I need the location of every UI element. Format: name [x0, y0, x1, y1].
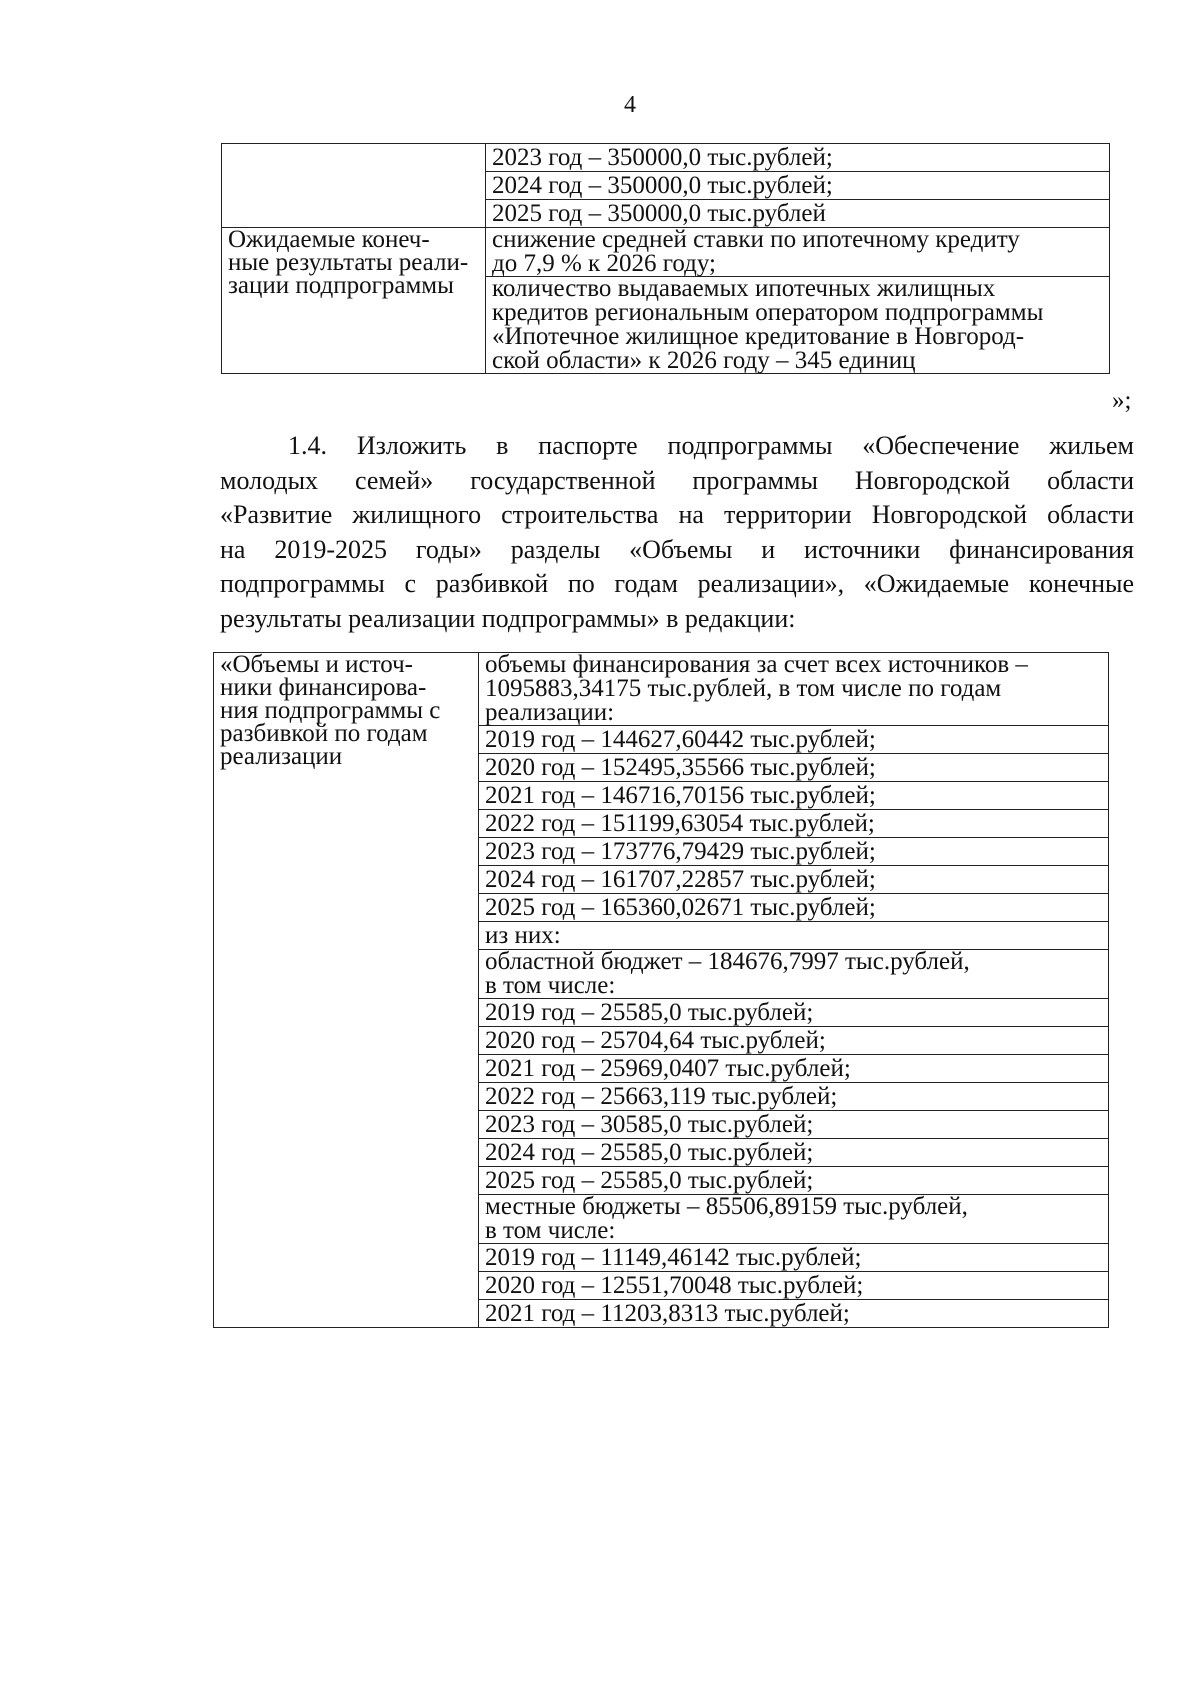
- year-line: 2022 год – 151199,63054 тыс.рублей;: [479, 810, 1109, 838]
- funding-label-cell: [214, 653, 479, 1328]
- amendment-paragraph: [220, 429, 1134, 636]
- paragraph-line: «Развитие жилищного строительства на территории Новгородской области: [220, 500, 1134, 529]
- year-line: 2020 год – 25704,64 тыс.рублей;: [479, 1027, 1109, 1055]
- result-item: [486, 277, 1110, 374]
- year-line: 2023 год – 30585,0 тыс.рублей;: [479, 1111, 1109, 1139]
- page-number: 4: [624, 92, 636, 118]
- paragraph-line: подпрограммы с разбивкой по годам реализации», «Ожидаемые конечные: [220, 569, 1134, 598]
- year-line: 2022 год – 25663,119 тыс.рублей;: [479, 1083, 1109, 1111]
- text-line: до 7,9 % к 2026 году;: [492, 250, 716, 277]
- paragraph-line: на 2019-2025 годы» разделы «Объемы и источники финансирования: [220, 534, 1134, 564]
- label-line: ные результаты реали-: [228, 249, 469, 276]
- table-row: [222, 228, 1110, 277]
- text-line: областной бюджет – 184676,7997 тыс.рублей,: [485, 948, 970, 975]
- subprogram-table-2: [213, 652, 1109, 1328]
- local-budget-cell: [479, 1195, 1109, 1244]
- year-line: 2024 год – 350000,0 тыс.рублей;: [486, 172, 1110, 200]
- year-line: 2023 год – 350000,0 тыс.рублей;: [486, 144, 1110, 172]
- paragraph-line: результаты реализации подпрограммы» в редакции:: [220, 603, 796, 633]
- label-line: зации подпрограммы: [228, 272, 454, 299]
- label-line: реализации: [220, 743, 343, 770]
- year-line: 2021 год – 11203,8313 тыс.рублей;: [479, 1300, 1109, 1328]
- text-line: «Ипотечное жилищное кредитование в Новгород-: [492, 323, 1025, 350]
- label-line: ники финансирова-: [220, 674, 427, 701]
- table-row: [222, 144, 1110, 172]
- empty-label-cell: [222, 144, 486, 228]
- year-line: 2019 год – 25585,0 тыс.рублей;: [479, 999, 1109, 1027]
- text-line: снижение средней ставки по ипотечному кредиту: [492, 226, 1020, 253]
- year-line: 2021 год – 146716,70156 тыс.рублей;: [479, 782, 1109, 810]
- year-line: 2020 год – 152495,35566 тыс.рублей;: [479, 754, 1109, 782]
- year-line: 2025 год – 25585,0 тыс.рублей;: [479, 1167, 1109, 1195]
- year-line: 2025 год – 350000,0 тыс.рублей: [486, 200, 1110, 228]
- result-item: [486, 228, 1110, 277]
- label-line: разбивкой по годам: [220, 720, 428, 747]
- label-line: ния подпрограммы с: [220, 697, 441, 724]
- text-line: местные бюджеты – 85506,89159 тыс.рублей,: [485, 1193, 968, 1220]
- year-line: 2025 год – 165360,02671 тыс.рублей;: [479, 894, 1109, 922]
- of-them-line: из них:: [479, 922, 1109, 950]
- results-label-cell: [222, 228, 486, 374]
- closing-quote: »;: [1112, 387, 1132, 414]
- year-line: 2020 год – 12551,70048 тыс.рублей;: [479, 1272, 1109, 1300]
- text-line: количество выдаваемых ипотечных жилищных: [492, 275, 996, 302]
- paragraph-line: молодых семей» государственной программы Новгородской области: [220, 465, 1134, 495]
- total-funding-cell: [479, 653, 1109, 726]
- text-line: объемы финансирования за счет всех источников –: [485, 651, 1028, 678]
- year-line: 2023 год – 173776,79429 тыс.рублей;: [479, 838, 1109, 866]
- text-line: кредитов региональным оператором подпрограммы: [492, 299, 1044, 326]
- year-line: 2019 год – 11149,46142 тыс.рублей;: [479, 1244, 1109, 1272]
- table-row: [214, 653, 1109, 726]
- text-line: 1095883,34175 тыс.рублей, в том числе по годам: [485, 675, 1002, 702]
- text-line: реализации:: [485, 699, 615, 726]
- regional-budget-cell: [479, 950, 1109, 999]
- subprogram-table-1: [221, 143, 1110, 374]
- label-line: «Объемы и источ-: [220, 651, 413, 678]
- text-line: ской области» к 2026 году – 345 единиц: [492, 347, 916, 374]
- paragraph-line: 1.4. Изложить в паспорте подпрограммы «Обеспечение жильем: [288, 431, 1134, 460]
- year-line: 2021 год – 25969,0407 тыс.рублей;: [479, 1055, 1109, 1083]
- text-line: в том числе:: [485, 972, 616, 999]
- year-line: 2019 год – 144627,60442 тыс.рублей;: [479, 726, 1109, 754]
- text-line: в том числе:: [485, 1217, 616, 1244]
- year-line: 2024 год – 161707,22857 тыс.рублей;: [479, 866, 1109, 894]
- year-line: 2024 год – 25585,0 тыс.рублей;: [479, 1139, 1109, 1167]
- label-line: Ожидаемые конеч-: [228, 226, 430, 253]
